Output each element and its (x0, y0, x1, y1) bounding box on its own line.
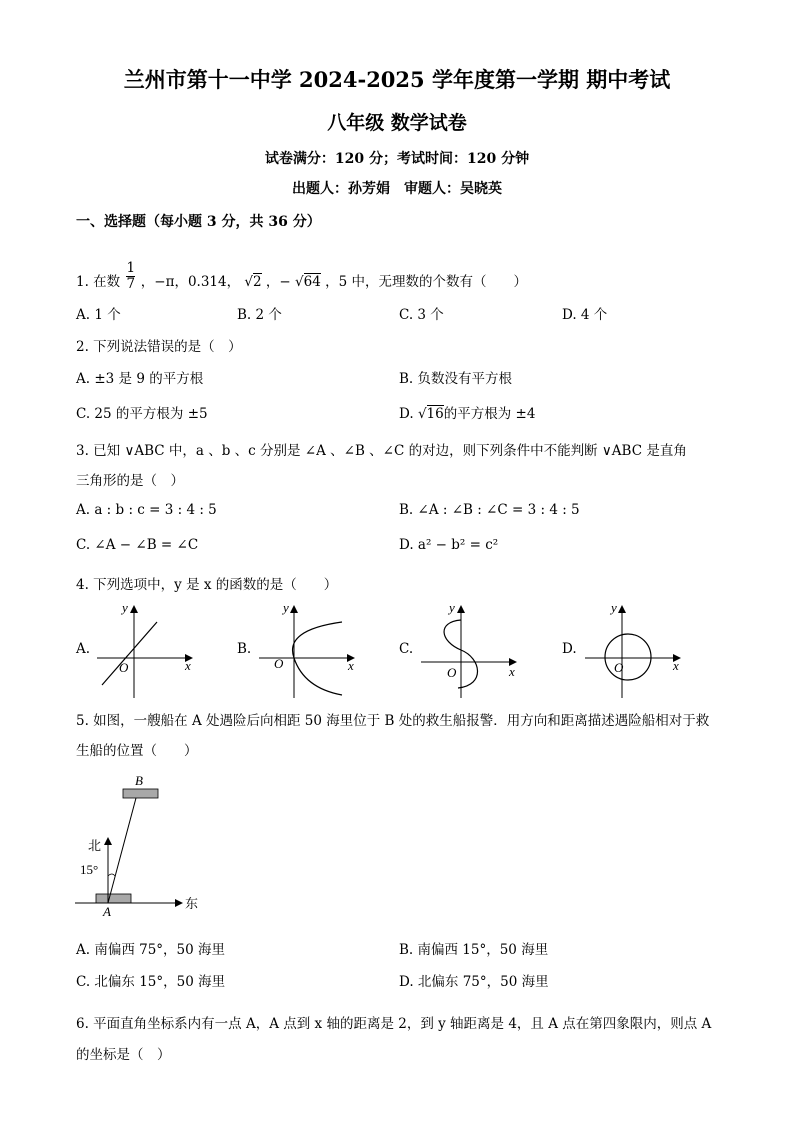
q2-d-sqrt: √16 (417, 406, 444, 422)
q3-option-b: B. ∠A : ∠B : ∠C = 3 : 4 : 5 (399, 502, 580, 518)
circle-curve (605, 634, 651, 680)
q4-graph-b (254, 600, 364, 700)
y-axis-label: y (611, 600, 617, 615)
question-6-line2: 的坐标是（ ） (76, 1047, 171, 1063)
x-axis-label: x (673, 658, 679, 673)
exam-title: 兰州市第十一中学 2024-2025 学年度第一学期 期中考试 (123, 67, 671, 92)
label-b: B (135, 773, 143, 788)
label-angle: 15° (80, 862, 99, 877)
q4-graph-d (580, 600, 690, 700)
q5-option-d: D. 北偏东 75°，50 海里 (399, 974, 549, 990)
y-axis-label: y (122, 600, 128, 615)
q4-label-c: C. (399, 641, 414, 657)
q1-list-b: ，5 中，无理数的个数有（ ） (325, 274, 527, 290)
section-heading: 一、选择题（每小题 3 分，共 36 分） (76, 214, 321, 230)
origin-label: O (614, 660, 624, 675)
y-axis-label: y (283, 600, 289, 615)
q1-sqrt64-value: 64 (303, 274, 321, 290)
exam-subtitle: 八年级 数学试卷 (327, 112, 467, 134)
q1-sqrt-64: √64 (295, 274, 321, 290)
label-east: 东 (185, 896, 199, 911)
question-3-line1: 3. 已知 ∨ABC 中，a 、b 、c 分别是 ∠A 、∠B 、∠C 的对边，则下列条件中不能判断 ∨ABC 是直角 (76, 443, 687, 459)
x-axis-label: x (509, 664, 515, 679)
q2-option-a: A. ±3 是 9 的平方根 (76, 371, 204, 387)
q1-frac-num: 1 (126, 260, 136, 276)
angle-arc (108, 874, 115, 876)
bearing-line (108, 798, 136, 903)
q3-option-d: D. a² − b² = c² (399, 537, 499, 553)
q2-option-c: C. 25 的平方根为 ±5 (76, 406, 208, 422)
question-2: 2. 下列说法错误的是（ ） (76, 339, 242, 355)
q2-option-d (399, 402, 535, 422)
x-axis-label: x (348, 658, 354, 673)
question-5-line2: 生船的位置（ ） (76, 743, 198, 759)
y-axis-label: y (449, 600, 455, 615)
q5-option-b: B. 南偏西 15°，50 海里 (399, 942, 549, 958)
q2-d-text: 的平方根为 ±4 (443, 406, 536, 422)
question-1 (76, 260, 527, 292)
origin-label: O (274, 656, 284, 671)
q4-label-d: D. (562, 641, 577, 657)
origin-label: O (447, 665, 457, 680)
q5-option-c: C. 北偏东 15°，50 海里 (76, 974, 226, 990)
q1-option-d: D. 4 个 (562, 307, 608, 323)
x-axis-label: x (185, 658, 191, 673)
label-a: A (103, 904, 111, 918)
q1-sqrt2-value: 2 (253, 274, 262, 290)
origin-label: O (119, 660, 129, 675)
q2-d-label: D. (399, 406, 414, 422)
q1-frac-den: 7 (126, 276, 136, 292)
question-3-line2: 三角形的是（ ） (76, 473, 184, 489)
q1-comma: ，− (265, 274, 291, 290)
q3-option-a: A. a : b : c = 3 : 4 : 5 (76, 502, 217, 518)
q4-label-a: A. (76, 641, 91, 657)
q4-label-b: B. (237, 641, 252, 657)
line-curve (102, 622, 157, 685)
q2-option-b: B. 负数没有平方根 (399, 371, 513, 387)
q3-option-c: C. ∠A − ∠B = ∠C (76, 537, 199, 553)
question-6-line1: 6. 平面直角坐标系内有一点 A，A 点到 x 轴的距离是 2，到 y 轴距离是 4，且 A 点在第四象限内，则点 A (76, 1016, 712, 1032)
question-5-line1: 5. 如图，一艘船在 A 处遇险后向相距 50 海里位于 B 处的救生船报警．用方向和距离描述遇险船相对于救 (76, 713, 710, 729)
q1-stem: 1. 在数 (76, 274, 121, 290)
exam-meta-time: 试卷满分：120 分；考试时间：120 分钟 (264, 151, 530, 167)
q5-option-a: A. 南偏西 75°，50 海里 (76, 942, 226, 958)
q5-figure (70, 768, 220, 918)
question-4: 4. 下列选项中，y 是 x 的函数的是（ ） (76, 577, 338, 593)
q1-option-a: A. 1 个 (76, 307, 121, 323)
q4-graph-c (416, 600, 526, 700)
q1-sqrt-2: √2 (244, 274, 262, 290)
q4-graph-a (92, 600, 202, 700)
label-north: 北 (88, 838, 102, 853)
exam-meta-authors: 出题人：孙芳娟 审题人：吴晓英 (292, 181, 502, 197)
q1-option-c: C. 3 个 (399, 307, 444, 323)
q1-list-a: ，−π，0.314， (140, 274, 241, 290)
distressed-ship-a (96, 894, 131, 903)
q1-option-b: B. 2 个 (237, 307, 282, 323)
q2-d-sqrt-value: 16 (426, 406, 444, 422)
rescue-ship-b (123, 789, 158, 798)
